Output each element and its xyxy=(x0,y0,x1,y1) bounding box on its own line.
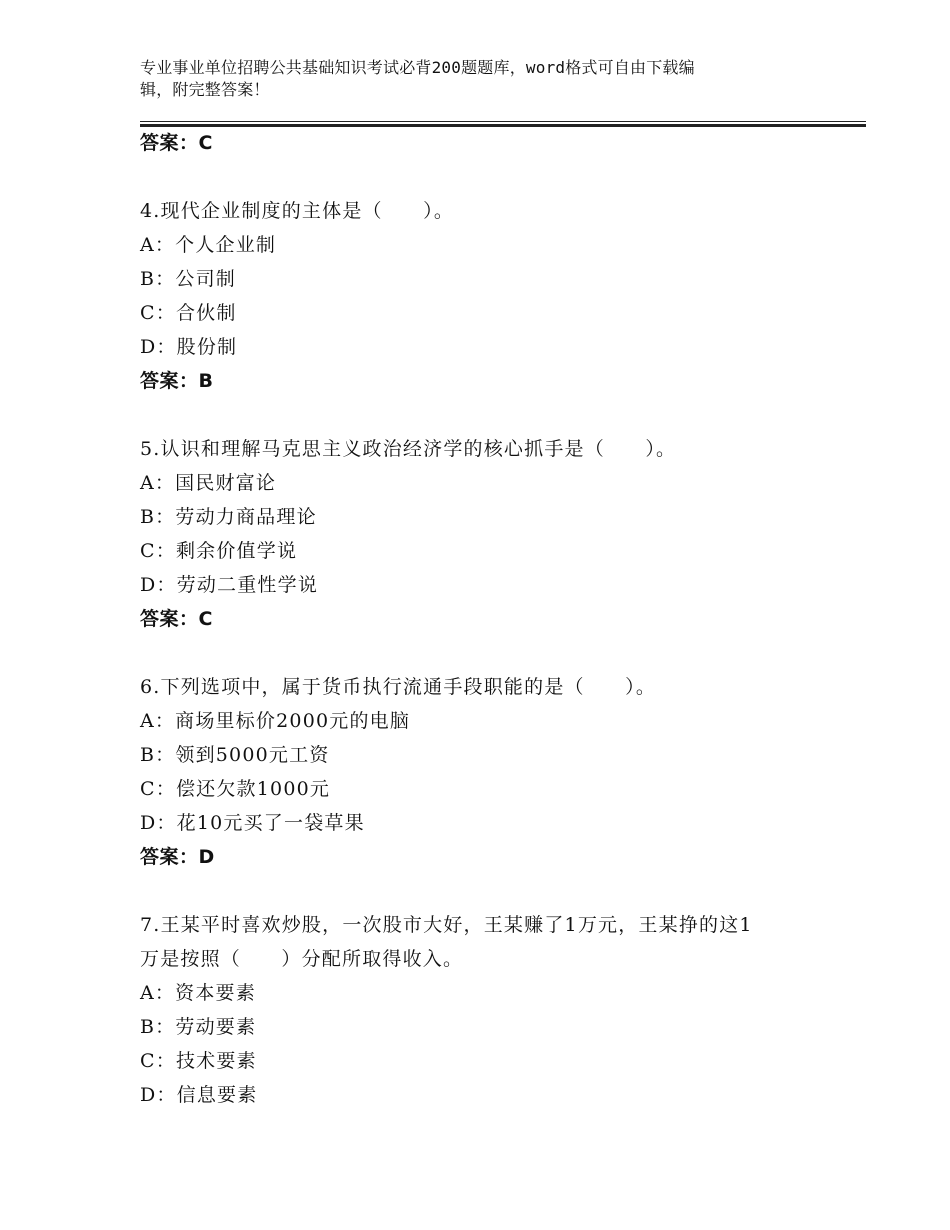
header-rule-thin xyxy=(140,121,866,122)
question-4-answer: 答案：B xyxy=(140,370,214,392)
spacer xyxy=(140,398,840,432)
question-7-option-b: B：劳动要素 xyxy=(140,1016,257,1038)
question-4-option-a: A：个人企业制 xyxy=(140,234,277,256)
question-4-option-c: C：合伙制 xyxy=(140,302,237,324)
question-7-option-a: A：资本要素 xyxy=(140,982,256,1004)
question-5-option-d: D：劳动二重性学说 xyxy=(140,574,319,596)
question-6-option-d: D：花10元买了一袋草果 xyxy=(140,812,365,834)
question-6-option-a: A：商场里标价2000元的电脑 xyxy=(140,710,411,732)
question-6 xyxy=(140,670,840,874)
question-5 xyxy=(140,432,840,636)
question-7-option-c: C：技术要素 xyxy=(140,1050,257,1072)
question-4 xyxy=(140,194,840,398)
question-5-option-a: A：国民财富论 xyxy=(140,472,277,494)
header-line-2: 辑，附完整答案！ xyxy=(140,80,270,99)
question-7-stem-line-2: 万是按照（ ）分配所取得收入。 xyxy=(140,948,464,970)
spacer xyxy=(140,636,840,670)
spacer xyxy=(140,160,840,194)
question-5-stem: 5.认识和理解马克思主义政治经济学的核心抓手是（ ）。 xyxy=(140,438,677,460)
spacer xyxy=(140,874,840,908)
question-6-answer: 答案：D xyxy=(140,846,215,868)
question-7-stem-line-1: 7.王某平时喜欢炒股，一次股市大好，王某赚了1万元，王某挣的这1 xyxy=(140,914,753,936)
document-header xyxy=(140,57,790,101)
question-4-option-d: D：股份制 xyxy=(140,336,238,358)
question-7 xyxy=(140,908,840,1112)
question-6-stem: 6.下列选项中，属于货币执行流通手段职能的是（ ）。 xyxy=(140,676,657,698)
answer-previous: 答案：C xyxy=(140,132,213,154)
question-4-stem: 4.现代企业制度的主体是（ ）。 xyxy=(140,200,455,222)
question-5-option-c: C：剩余价值学说 xyxy=(140,540,298,562)
question-6-option-b: B：领到5000元工资 xyxy=(140,744,330,766)
question-7-option-d: D：信息要素 xyxy=(140,1084,258,1106)
question-5-answer: 答案：C xyxy=(140,608,213,630)
header-line-1: 专业事业单位招聘公共基础知识考试必背200题题库，word格式可自由下载编 xyxy=(140,58,695,77)
question-6-option-c: C：偿还欠款1000元 xyxy=(140,778,331,800)
question-5-option-b: B：劳动力商品理论 xyxy=(140,506,317,528)
question-list xyxy=(140,126,840,1112)
question-4-option-b: B：公司制 xyxy=(140,268,236,290)
